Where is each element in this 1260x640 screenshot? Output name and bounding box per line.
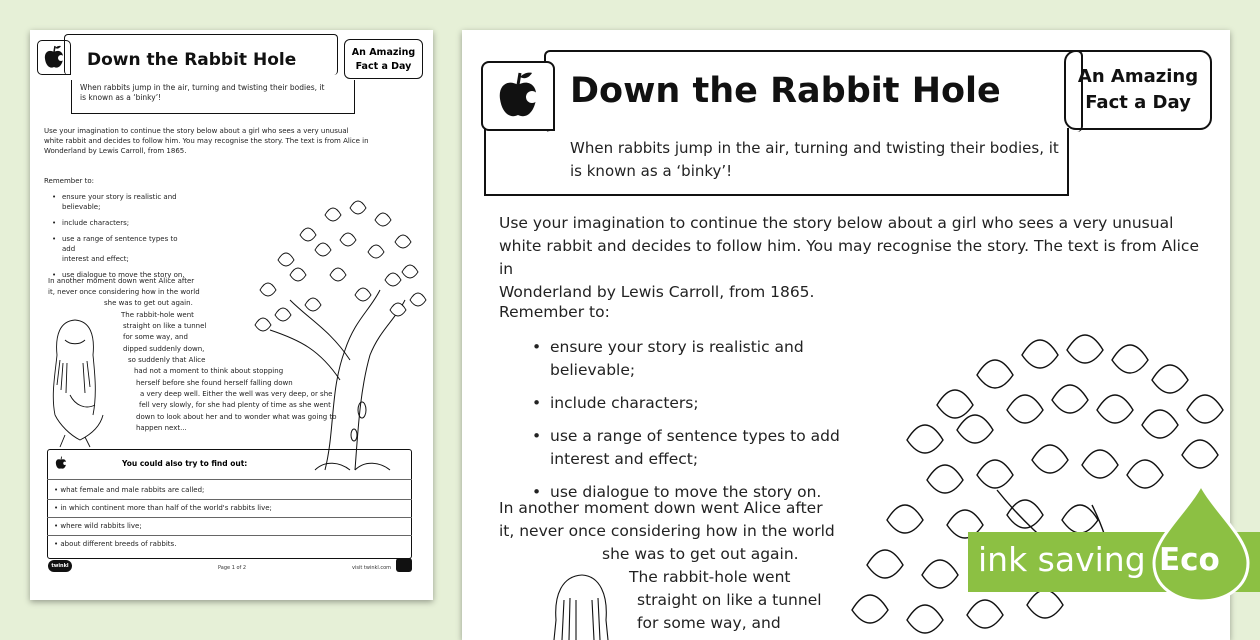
- intro-line: white rabbit and decides to follow him. You may recognise the story. The text is from Alice in: [44, 137, 369, 145]
- story-line: so suddenly that Alice: [128, 356, 206, 364]
- alice-illustration: [45, 315, 115, 450]
- intro-line: Use your imagination to continue the story below about a girl who sees a very unusual: [499, 214, 1174, 232]
- worksheet-preview-page: [30, 30, 433, 600]
- intro-line: white rabbit and decides to follow him. You may recognise the story. The text is from Alice in: [499, 237, 1199, 278]
- find-out-text: in which continent more than half of the world's rabbits live;: [60, 504, 272, 512]
- find-out-item: • about different breeds of rabbits.: [54, 540, 177, 548]
- story-line: straight on like a tunnel: [123, 322, 207, 330]
- checklist-item: • include characters;: [52, 218, 192, 228]
- page-title: Down the Rabbit Hole: [87, 50, 297, 70]
- story-line: it, never once considering how in the world: [48, 288, 200, 296]
- checklist: [532, 336, 880, 514]
- intro-paragraph: [499, 212, 1199, 304]
- story-line: The rabbit-hole went: [121, 311, 194, 319]
- find-out-item: • what female and male rabbits are called;: [54, 486, 205, 494]
- checklist: [52, 192, 192, 286]
- twinkl-logo: twinkl: [48, 560, 72, 572]
- story-line: The rabbit-hole went: [629, 568, 791, 586]
- find-out-text: where wild rabbits live;: [60, 522, 142, 530]
- story-line: happen next...: [136, 424, 187, 432]
- checklist-text: use a range of sentence types to add: [62, 235, 178, 253]
- checklist-item: • use dialogue to move the story on.: [52, 270, 192, 280]
- page-title: Down the Rabbit Hole: [570, 71, 1001, 111]
- intro-paragraph: [44, 126, 414, 156]
- story-line: for some way, and: [637, 614, 781, 632]
- story-line: she was to get out again.: [104, 299, 193, 307]
- story-line: had not a moment to think about stopping: [134, 367, 284, 375]
- story-line: In another moment down went Alice after: [499, 499, 823, 517]
- fact-text: [570, 137, 1070, 183]
- find-out-divider: [47, 535, 412, 536]
- apple-icon: [52, 453, 70, 473]
- find-out-text: what female and male rabbits are called;: [60, 486, 205, 494]
- apple-icon: [483, 63, 553, 129]
- find-out-divider: [47, 517, 412, 518]
- find-out-item: • in which continent more than half of the world's rabbits live;: [54, 504, 272, 512]
- intro-line: Use your imagination to continue the story below about a girl who sees a very unusual: [44, 127, 349, 135]
- remember-label: Remember to:: [44, 177, 95, 185]
- checklist-item: • use dialogue to move the story on.: [532, 481, 880, 504]
- story-line: for some way, and: [123, 333, 188, 341]
- fact-tag-line: An Amazing: [351, 47, 416, 58]
- fact-text: is known as a ‘binky’!: [80, 93, 162, 102]
- story-line: down to look about her and to wonder what was going to: [136, 413, 337, 421]
- checklist-item: • include characters;: [532, 392, 880, 415]
- apple-tab: [481, 61, 555, 131]
- fact-tag-line: Fact a Day: [1085, 92, 1191, 113]
- checklist-item: • ensure your story is realistic and believable;: [532, 336, 880, 382]
- fact-line: When rabbits jump in the air, turning and twisting their bodies, it: [570, 139, 1059, 157]
- story-line: dipped suddenly down,: [123, 345, 205, 353]
- eco-label: Eco: [1159, 542, 1220, 578]
- story-line: fell very slowly, for she had plenty of time as she went: [139, 401, 331, 409]
- story-line: it, never once considering how in the world: [499, 522, 835, 540]
- find-out-divider: [47, 479, 412, 480]
- story-line: she was to get out again.: [602, 545, 799, 563]
- fact-line: is known as a ‘binky’!: [570, 162, 733, 180]
- footer-url: visit twinkl.com: [352, 565, 392, 571]
- story-line: a very deep well. Either the well was very deep, or she: [140, 390, 333, 398]
- story-line: In another moment down went Alice after: [48, 277, 195, 285]
- checklist-item: [52, 234, 192, 264]
- story-line: straight on like a tunnel: [637, 591, 822, 609]
- checklist-text: interest and effect;: [62, 255, 129, 263]
- story-line: herself before she found herself falling down: [136, 379, 293, 387]
- fact-a-day-tag: [344, 39, 423, 79]
- checklist-text: interest and effect;: [550, 450, 699, 468]
- footer-badge-icon: [396, 558, 412, 572]
- intro-line: Wonderland by Lewis Carroll, from 1865.: [44, 147, 187, 155]
- page-number: Page 1 of 2: [218, 565, 247, 571]
- find-out-item: • where wild rabbits live;: [54, 522, 142, 530]
- fact-box: [71, 80, 355, 114]
- fact-a-day-tag: [1064, 50, 1212, 130]
- checklist-item: [532, 425, 880, 471]
- ink-saving-label: ink saving: [978, 540, 1146, 579]
- fact-tag-line: Fact a Day: [355, 61, 412, 72]
- fact-text: When rabbits jump in the air, turning and twisting their bodies, it: [80, 83, 325, 92]
- find-out-divider: [47, 499, 412, 500]
- checklist-text: use a range of sentence types to add: [550, 427, 840, 445]
- find-out-text: about different breeds of rabbits.: [60, 540, 177, 548]
- fact-tag-line: An Amazing: [1077, 66, 1199, 87]
- find-out-title: You could also try to find out:: [122, 459, 248, 468]
- tree-illustration: [230, 180, 430, 480]
- remember-label: Remember to:: [499, 303, 610, 321]
- checklist-item: • ensure your story is realistic and believable;: [52, 192, 192, 212]
- intro-line: Wonderland by Lewis Carroll, from 1865.: [499, 283, 815, 301]
